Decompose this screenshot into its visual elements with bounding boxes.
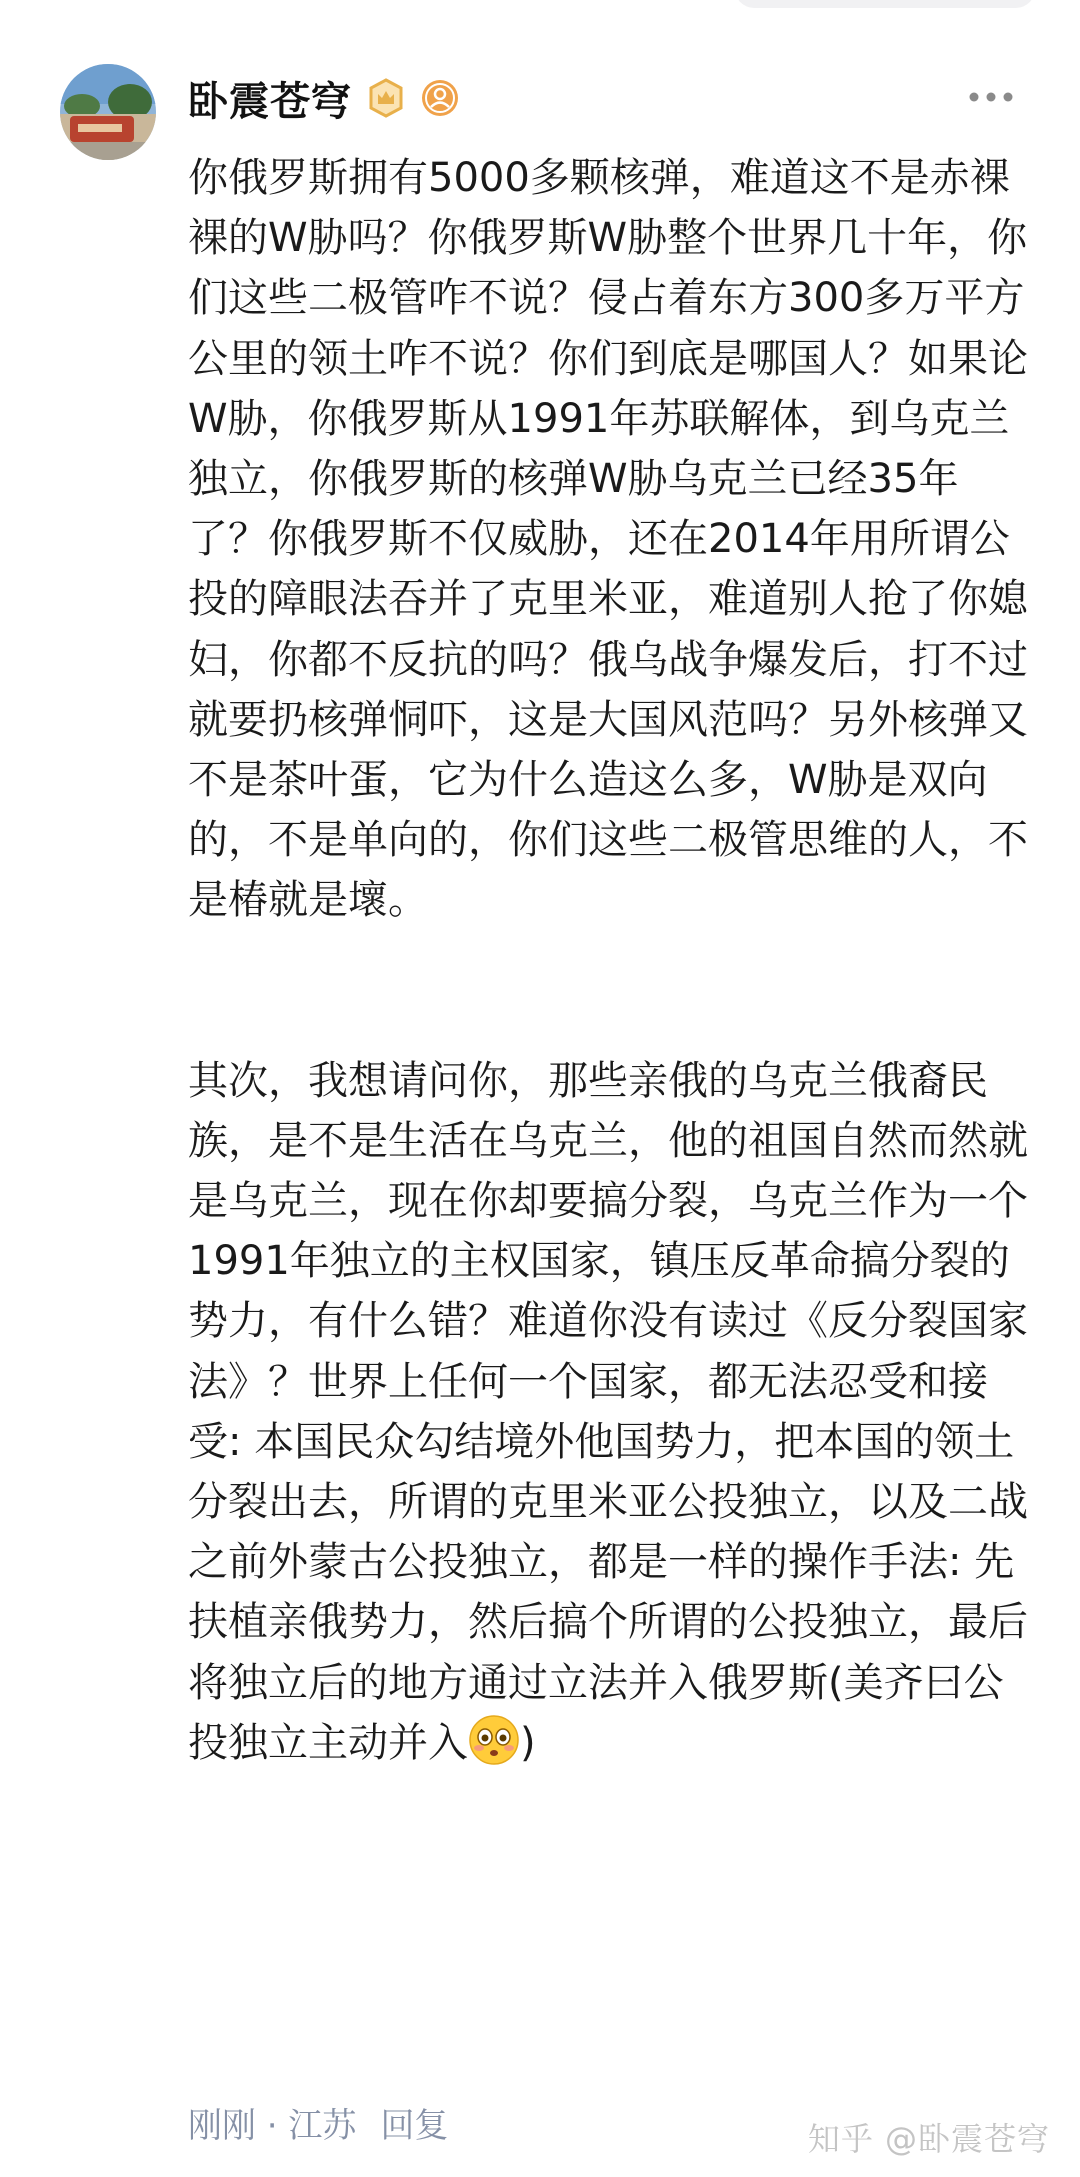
comment-meta: [188, 2098, 448, 2147]
top-input-pill[interactable]: [735, 0, 1035, 8]
reply-button[interactable]: 回复: [380, 2106, 449, 2146]
author-name[interactable]: 卧震苍穹: [188, 78, 352, 125]
comment-paragraph-2-text: 其次，我想请问你，那些亲俄的乌克兰俄裔民族，是不是生活在乌克兰，他的祖国自然而然就是乌克兰，现在你却要搞分裂，乌克兰作为一个1991年独立的主权国家，镇压反革命搞分裂的势力，有什么错？难道你没有读过《反分裂国家法》？世界上任何一个国家，都无法忍受和接受: 本国民众勾结境外他国势力，把本国的领土分裂出去，所谓的克里米亚公投独立，以及二战之前外蒙古公投独立，都是一样的操作手法: 先扶植亲俄势力，然后搞个所谓的公投独立，最后将独立后的地方通过立法并入俄罗斯(美齐曰公投独立主动并入: [188, 1057, 1028, 1766]
user-badge-icon: [420, 78, 460, 118]
crown-badge-icon: [366, 78, 406, 118]
more-options-icon[interactable]: [966, 82, 1016, 112]
avatar[interactable]: [60, 64, 156, 160]
comment-body: [188, 148, 1030, 1773]
flushed-face-emoji-icon: [468, 1714, 520, 1766]
closing-paren: ): [520, 1719, 536, 1766]
comment-paragraph-2: [188, 1051, 1030, 1773]
comment-header: [188, 70, 460, 126]
time-location: 刚刚 · 江苏: [188, 2106, 357, 2146]
comment-paragraph-1: 你俄罗斯拥有5000多颗核弹，难道这不是赤裸裸的W胁吗？你俄罗斯W胁整个世界几十年，你们这些二极管咋不说？侵占着东方300多万平方公里的领土咋不说？你们到底是哪国人？如果论W胁，你俄罗斯从1991年苏联解体，到乌克兰独立，你俄罗斯的核弹W胁乌克兰已经35年了？你俄罗斯不仅威胁，还在2014年用所谓公投的障眼法吞并了克里米亚，难道别人抢了你媳妇，你都不反抗的吗？俄乌战争爆发后，打不过就要扔核弹恫吓，这是大国风范吗？另外核弹又不是茶叶蛋，它为什么造这么多，W胁是双向的，不是单向的，你们这些二极管思维的人，不是椿就是壞。: [188, 155, 1028, 924]
watermark: 知乎 @卧震苍穹: [807, 2120, 1050, 2158]
avatar-image: [60, 64, 156, 160]
